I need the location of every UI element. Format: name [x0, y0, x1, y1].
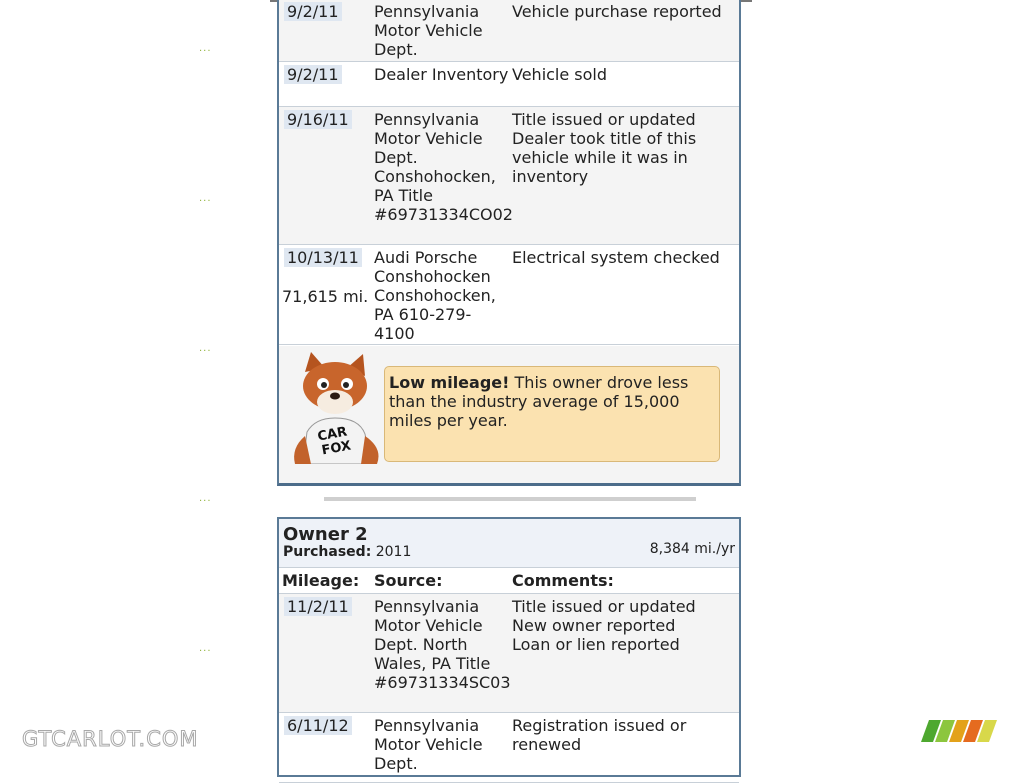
record-date: 10/13/11 — [284, 248, 362, 267]
owner-purchased: Purchased: 2011 — [283, 544, 412, 560]
record-source: Dealer Inventory — [374, 65, 509, 84]
column-mileage: Mileage: — [282, 571, 360, 590]
gtcarlot-watermark: GTCARLOT.COM — [22, 727, 199, 751]
section-divider — [324, 497, 696, 501]
record-comments: Title issued or updated Dealer took title of this vehicle while it was in inventory — [512, 110, 697, 186]
record-comments: Registration issued or renewed — [512, 716, 687, 754]
margin-dots: ... — [199, 193, 212, 204]
margin-dots: ... — [199, 343, 212, 354]
history-row — [279, 713, 739, 783]
history-row — [279, 0, 739, 62]
record-source: Pennsylvania Motor Vehicle Dept. Conshohocken, PA Title #69731334CO02 — [374, 110, 513, 224]
record-date: 9/2/11 — [284, 65, 342, 84]
owner2-history-panel — [277, 517, 741, 777]
owner1-history-panel — [277, 0, 741, 486]
record-comments: Title issued or updated New owner reported Loan or lien reported — [512, 597, 696, 654]
low-mileage-message — [384, 366, 720, 462]
margin-dots: ... — [199, 493, 212, 504]
record-comments: Vehicle sold — [512, 65, 608, 84]
gtcarlot-stripes-logo — [921, 720, 999, 742]
record-source: Audi Porsche Conshohocken Conshohocken, PA 610-279-4100 — [374, 248, 496, 343]
history-row — [279, 594, 739, 713]
margin-dots: ... — [199, 643, 212, 654]
owner-mileage-rate: 8,384 mi./yr — [649, 541, 735, 557]
owner2-header — [279, 519, 739, 568]
margin-dots: ... — [199, 43, 212, 54]
column-comments: Comments: — [512, 571, 614, 590]
carfox-badge-line2: FOX — [320, 438, 353, 459]
column-source: Source: — [374, 571, 443, 590]
record-comments: Electrical system checked — [512, 248, 720, 267]
record-date: 6/11/12 — [284, 716, 352, 735]
carfox-badge-line1: CAR — [316, 424, 349, 445]
record-source: Pennsylvania Motor Vehicle Dept. North Wales, PA Title #69731334SC03 — [374, 597, 511, 692]
low-mileage-text: This owner drove less than the industry average of 15,000 miles per year. — [389, 373, 689, 430]
low-mileage-heading: Low mileage! — [389, 373, 510, 392]
record-date: 9/16/11 — [284, 110, 352, 129]
record-source: Pennsylvania Motor Vehicle Dept. — [374, 2, 483, 59]
record-comments: Vehicle purchase reported — [512, 2, 722, 21]
record-source: Pennsylvania Motor Vehicle Dept. — [374, 716, 483, 773]
record-date: 11/2/11 — [284, 597, 352, 616]
carfox-mascot-icon — [285, 352, 385, 464]
column-headers — [279, 568, 739, 594]
owner-title: Owner 2 — [283, 524, 368, 545]
history-row — [279, 62, 739, 107]
history-row — [279, 107, 739, 245]
history-row — [279, 245, 739, 345]
low-mileage-callout — [279, 346, 739, 483]
record-mileage: 71,615 mi. — [282, 287, 369, 306]
record-date: 9/2/11 — [284, 2, 342, 21]
